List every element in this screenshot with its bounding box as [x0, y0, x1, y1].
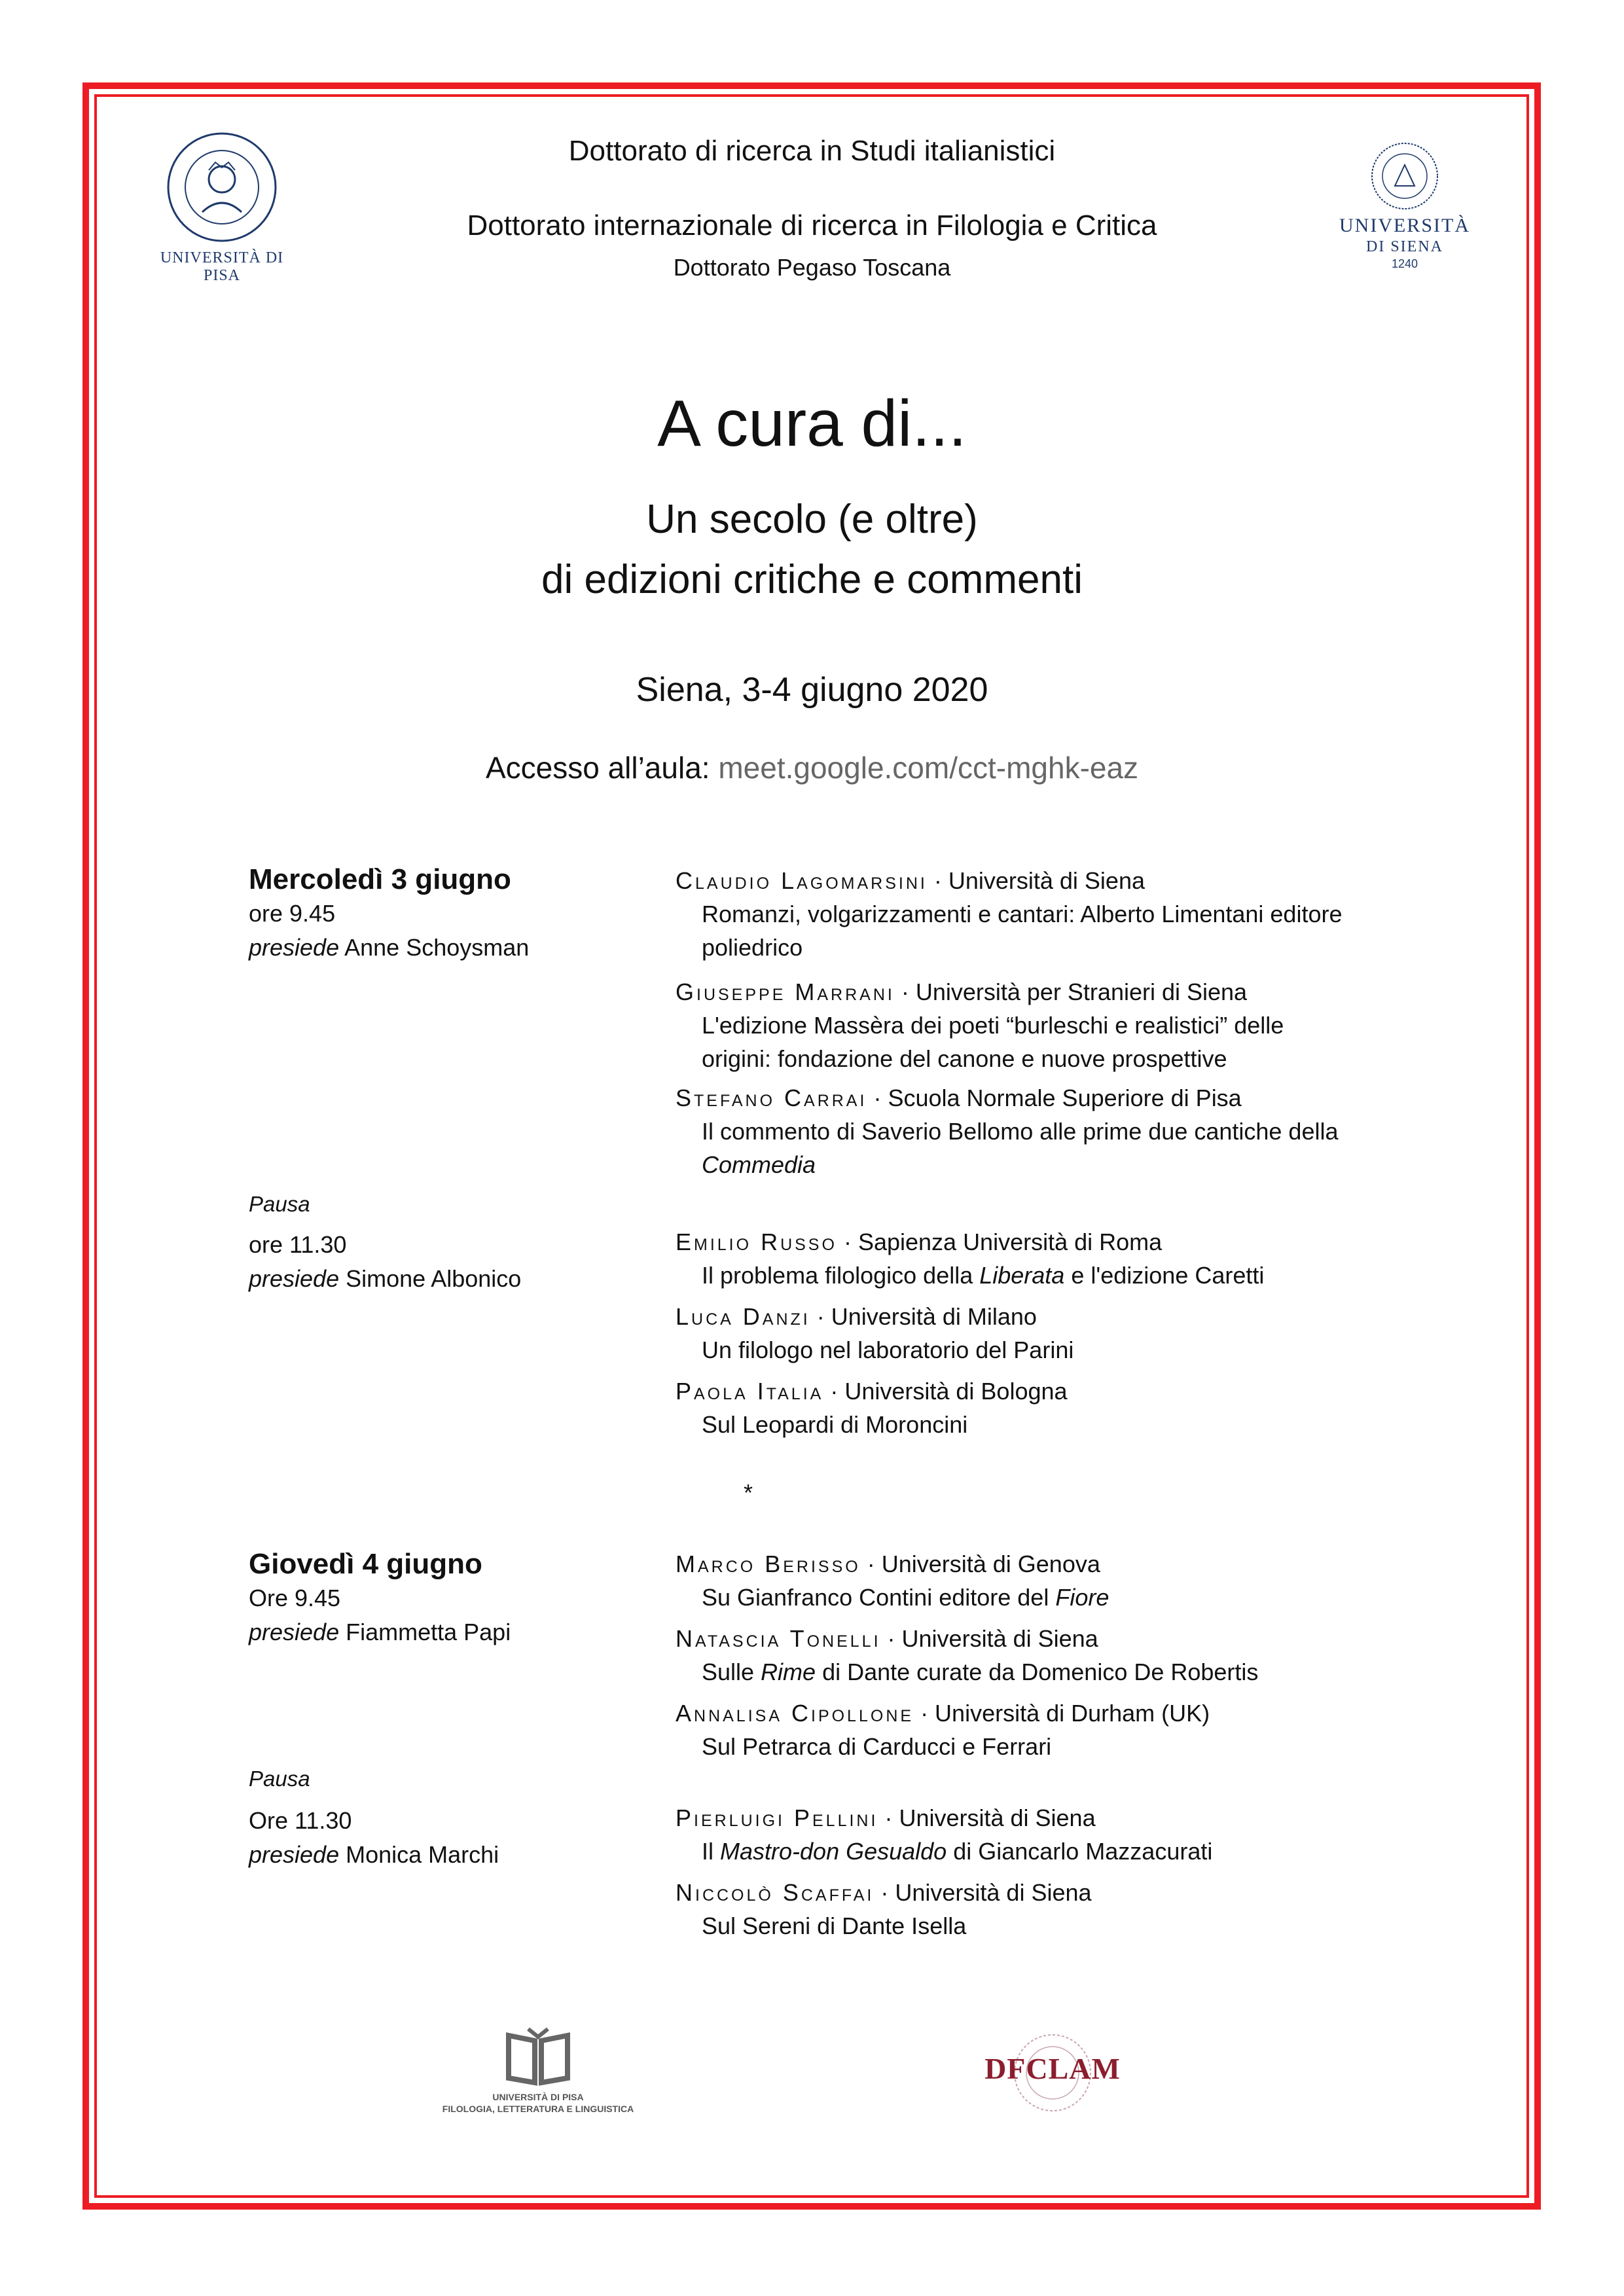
day2-talk-5 — [676, 1876, 1428, 1943]
speaker-name: Annalisa Cipollone — [676, 1700, 914, 1727]
talk-title: Romanzi, volgarizzamenti e cantari: Alberto Limentani editore — [702, 901, 1343, 927]
day1-talk-4 — [676, 1225, 1428, 1292]
day1-talk-5 — [676, 1300, 1428, 1367]
talk-title: Il problema filologico della Liberata e l'edizione Caretti — [702, 1262, 1265, 1289]
siena-logo-line2: DI SIENA — [1366, 238, 1443, 255]
speaker-name: Pierluigi Pellini — [676, 1804, 878, 1831]
access-link[interactable]: meet.google.com/cct-mghk-eaz — [718, 751, 1139, 785]
speaker-affiliation: · Scuola Normale Superiore di Pisa — [873, 1085, 1242, 1111]
fil-logo-line1: UNIVERSITÀ DI PISA — [492, 2092, 584, 2102]
talk-title: Sul Petrarca di Carducci e Ferrari — [702, 1733, 1052, 1760]
speaker-affiliation: · Università di Durham (UK) — [920, 1700, 1210, 1727]
speaker-name: Marco Berisso — [676, 1551, 861, 1577]
talk-title: L'edizione Massèra dei poeti “burleschi e realistici” delle — [702, 1012, 1284, 1039]
header-line-3: Dottorato Pegaso Toscana — [673, 254, 951, 281]
speaker-affiliation: · Università per Stranieri di Siena — [901, 978, 1248, 1005]
day2-session2 — [249, 1804, 499, 1872]
day1-talk-1 — [676, 864, 1428, 964]
speaker-affiliation: · Sapienza Università di Roma — [843, 1229, 1163, 1255]
day2-session1-time: Ore 9.45 — [249, 1585, 341, 1611]
dfclam-logo — [974, 2030, 1131, 2085]
day2-talk-1 — [676, 1547, 1428, 1614]
speaker-affiliation: · Università di Bologna — [830, 1378, 1068, 1405]
speaker-affiliation: · Università di Siena — [887, 1625, 1098, 1652]
day2-session2-time: Ore 11.30 — [249, 1807, 352, 1834]
access-label: Accesso all’aula: — [485, 751, 710, 785]
day1-talk-6 — [676, 1374, 1428, 1441]
open-book-icon — [502, 2022, 574, 2088]
talk-title-cont: poliedrico — [702, 934, 803, 961]
header-line-1: Dottorato di ricerca in Studi italianistici — [568, 135, 1056, 167]
siena-logo-year: 1240 — [1391, 257, 1418, 270]
day2-session2-chair: presiede Monica Marchi — [249, 1841, 499, 1868]
page-title: A cura di... — [657, 387, 967, 460]
speaker-affiliation: · Università di Siena — [880, 1879, 1092, 1906]
day1-session1-chair: presiede Anne Schoysman — [249, 934, 530, 961]
day1-title: Mercoledì 3 giugno — [249, 863, 511, 895]
day2-talk-3 — [676, 1696, 1428, 1763]
subtitle-2: di edizioni critiche e commenti — [541, 557, 1083, 602]
day1-talk-3 — [676, 1081, 1428, 1181]
siena-logo-line1: UNIVERSITÀ — [1339, 215, 1470, 236]
speaker-name: Natascia Tonelli — [676, 1625, 881, 1652]
dfclam-label: DFCLAM — [984, 2052, 1121, 2085]
speaker-affiliation: · Università di Genova — [867, 1551, 1100, 1577]
talk-title: Il Mastro-don Gesualdo di Giancarlo Mazzacurati — [702, 1838, 1213, 1865]
access-line — [0, 750, 1624, 785]
talk-title: Sul Leopardi di Moroncini — [702, 1411, 968, 1438]
day2-session1 — [249, 1547, 511, 1649]
day1-session1 — [249, 863, 529, 965]
talk-title-cont: origini: fondazione del canone e nuove prospettive — [702, 1045, 1227, 1072]
talk-title: Il commento di Saverio Bellomo alle prime due cantiche della — [702, 1118, 1339, 1145]
day2-pausa: Pausa — [249, 1767, 310, 1791]
speaker-affiliation: · Università di Siena — [933, 867, 1145, 894]
day1-talk-2 — [676, 975, 1428, 1075]
place-date: Siena, 3-4 giugno 2020 — [636, 671, 988, 709]
day1-pausa: Pausa — [249, 1192, 310, 1216]
speaker-name: Claudio Lagomarsini — [676, 867, 928, 894]
speaker-name: Giuseppe Marrani — [676, 978, 895, 1005]
day2-title: Giovedì 4 giugno — [249, 1548, 482, 1580]
speaker-affiliation: · Università di Milano — [816, 1303, 1037, 1330]
day1-session2-chair: presiede Simone Albonico — [249, 1265, 522, 1292]
speaker-name: Paola Italia — [676, 1378, 824, 1405]
talk-title: Sul Sereni di Dante Isella — [702, 1912, 967, 1939]
day1-session1-time: ore 9.45 — [249, 900, 336, 927]
day1-session2-time: ore 11.30 — [249, 1231, 347, 1258]
pisa-logo-caption: UNIVERSITÀ DI PISA — [160, 249, 284, 284]
day2-talk-4 — [676, 1801, 1428, 1868]
header-line-2: Dottorato internazionale di ricerca in Filologia e Critica — [467, 209, 1157, 242]
speaker-name: Niccolò Scaffai — [676, 1879, 875, 1906]
speaker-name: Stefano Carrai — [676, 1085, 867, 1111]
day2-talk-2 — [676, 1622, 1428, 1689]
talk-title-cont: Commedia — [702, 1151, 816, 1178]
subtitle-1: Un secolo (e oltre) — [646, 497, 978, 542]
day1-session2 — [249, 1228, 521, 1296]
fil-logo-line2: FILOLOGIA, LETTERATURA E LINGUISTICA — [442, 2104, 634, 2114]
talk-title: Su Gianfranco Contini editore del Fiore — [702, 1584, 1110, 1611]
day2-session1-chair: presiede Fiammetta Papi — [249, 1619, 511, 1645]
talk-title: Sulle Rime di Dante curate da Domenico De Robertis — [702, 1659, 1259, 1685]
talk-title: Un filologo nel laboratorio del Parini — [702, 1336, 1074, 1363]
speaker-name: Emilio Russo — [676, 1229, 837, 1255]
speaker-affiliation: · Università di Siena — [884, 1804, 1096, 1831]
separator-asterisk: * — [744, 1479, 753, 1506]
filologia-letteratura-linguistica-logo — [414, 2022, 662, 2115]
speaker-name: Luca Danzi — [676, 1303, 810, 1330]
